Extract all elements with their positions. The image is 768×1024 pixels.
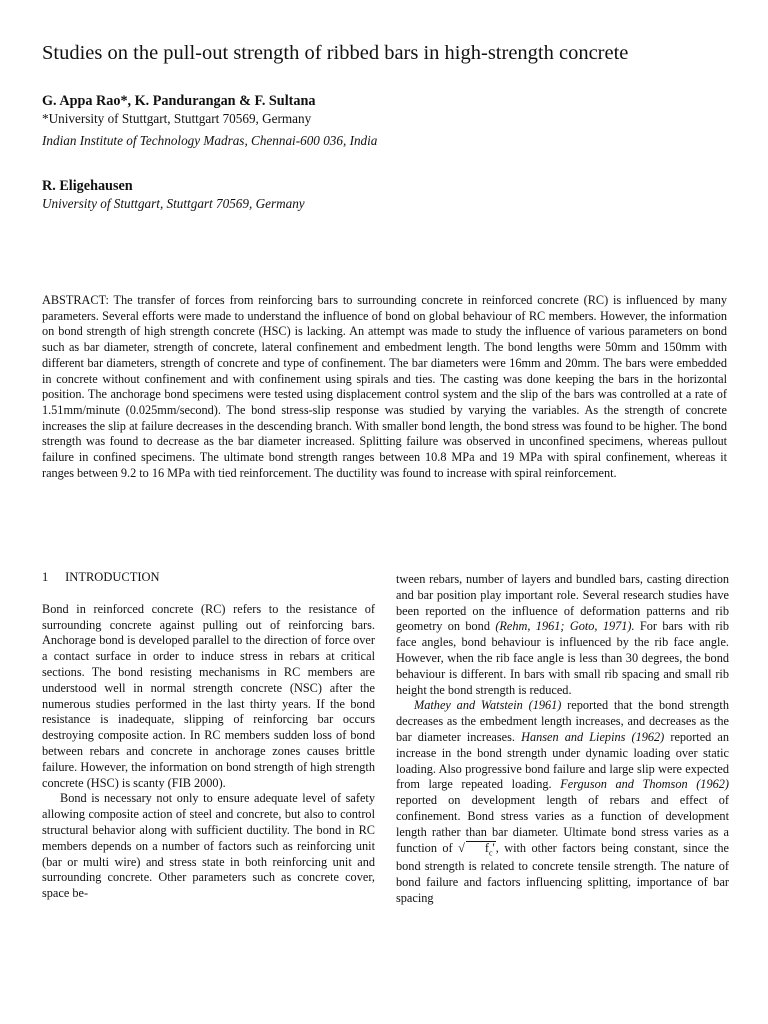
affiliation-2: University of Stuttgart, Stuttgart 70569, Germany bbox=[42, 196, 305, 211]
affiliation-1b: Indian Institute of Technology Madras, Chennai-600 036, India bbox=[42, 133, 378, 148]
author-list-2: R. Eligehausen bbox=[42, 178, 133, 194]
paragraph: Bond is necessary not only to ensure adequate level of safety allowing composite action of steel and concrete, but also to control structural behavior along with sufficient ductility. The bond in RC members depends on a number of factors such as reinforcing unit (bar or multi wire) and stress state in both reinforcing unit and surrounding concrete. Other parameters such as concrete cover, space be- bbox=[42, 791, 375, 901]
sqrt-formula: √ $f_c'$ bbox=[458, 840, 495, 857]
abstract: ABSTRACT: The transfer of forces from reinforcing bars to surrounding concrete in reinforced concrete (RC) is influenced by many parameters. Several efforts were made to understand the influence of bond on global behaviour of RC members. However, the information on bond strength of high strength concrete (HSC) is lacking. An attempt was made to study the influence of various parameters on bond such as bar diameter, strength of concrete, lateral confinement and embedment length. The bond lengths were 50mm and 150mm with different bar diameters, strength of concrete and type of confinement. The bar diameters were 16mm and 20mm. The bars were embedded in concrete without confinement and with confinement using spirals and ties. The casting was done keeping the bars in the horizontal position. The anchorage bond specimens were tested using displacement control system and the slip of the bars was controlled at a rate of 1.51mm/minute (0.025mm/second). The bond stress-slip response was studied by varying the variables. As the strength of concrete increases the slip at failure decreases in the descending branch. With smaller bond length, the bond stress was found to be higher. The bond strength was found to decrease as the bar diameter increased. Splitting failure was observed in unconfined specimens, whereas pullout failure in confined specimens. The ultimate bond strength ranges between 10.8 MPa and 19 MPa with spiral confinement, whereas it ranges between 9.2 to 16 MPa with tied reinforcement. The ductility was found to increase with spiral reinforcement. bbox=[42, 293, 727, 480]
paper-title: Studies on the pull-out strength of ribbed bars in high-strength concrete bbox=[42, 42, 629, 64]
citation: Mathey and Watstein (1961) bbox=[414, 698, 562, 713]
affiliation-1a: *University of Stuttgart, Stuttgart 70569, Germany bbox=[42, 111, 312, 126]
section-number: 1 bbox=[42, 570, 49, 584]
paragraph: tween rebars, number of layers and bundled bars, casting direction and bar position play important role. Several research studies have been reported on the influence of deformation patterns and rib geometry on bond (Rehm, 1961; Goto, 1971). For bars with rib face angles, bond behaviour is influenced by the rib face angle. However, when the rib face angle is less than 30 degrees, the bond behaviour is different. In bars with small rib spacing and small rib height the bond strength is reduced. bbox=[396, 572, 729, 697]
right-column bbox=[396, 572, 729, 906]
author-list-1: G. Appa Rao*, K. Pandurangan & F. Sultana bbox=[42, 93, 316, 109]
citation: Ferguson and Thomson (1962) bbox=[560, 777, 729, 792]
section-heading bbox=[42, 570, 375, 586]
citation: Hansen and Liepins (1962) bbox=[521, 729, 665, 744]
paragraph: Mathey and Watstein (1961) reported that the bond strength decreases as the embedment length increases, and decreases as the bar diameter increases. Hansen and Liepins (1962) reported an increase in the bond strength under dynamic loading over static loading. Also progressive bond failure and large slip were expected from large repeated loading. Ferguson and Thomson (1962) reported on development length of rebars and effect of confinement. Bond stress varies as a function of development length rather than bar diameter. Ultimate bond stress varies as a function of √ $f_c'$, with other factors being constant, since the bond strength is related to concrete tensile strength. The nature of bond failure and factors influencing splitting, importance of bar spacing bbox=[396, 698, 730, 905]
left-column bbox=[42, 570, 375, 902]
citation: (Rehm, 1961; Goto, 1971). bbox=[495, 619, 635, 634]
paragraph: Bond in reinforced concrete (RC) refers to the resistance of surrounding concrete against pulling out of reinforcing bars. Anchorage bond is developed parallel to the direction of force over a contact surface in order to induce stress in rebars at critical sections. The bond resisting mechanisms in RC members are understood well in normal strength concrete (NSC) after the numerous studies performed in the last thirty years. If the bond resistance is inadequate, slipping of reinforcing bar occurs destroying composite action. In RC members sudden loss of bond between rebars and concrete in anchorage zones causes brittle failure. However, the information on bond strength of high strength concrete (HSC) is scanty (FIB 2000). bbox=[42, 601, 375, 790]
section-title: INTRODUCTION bbox=[65, 570, 160, 584]
